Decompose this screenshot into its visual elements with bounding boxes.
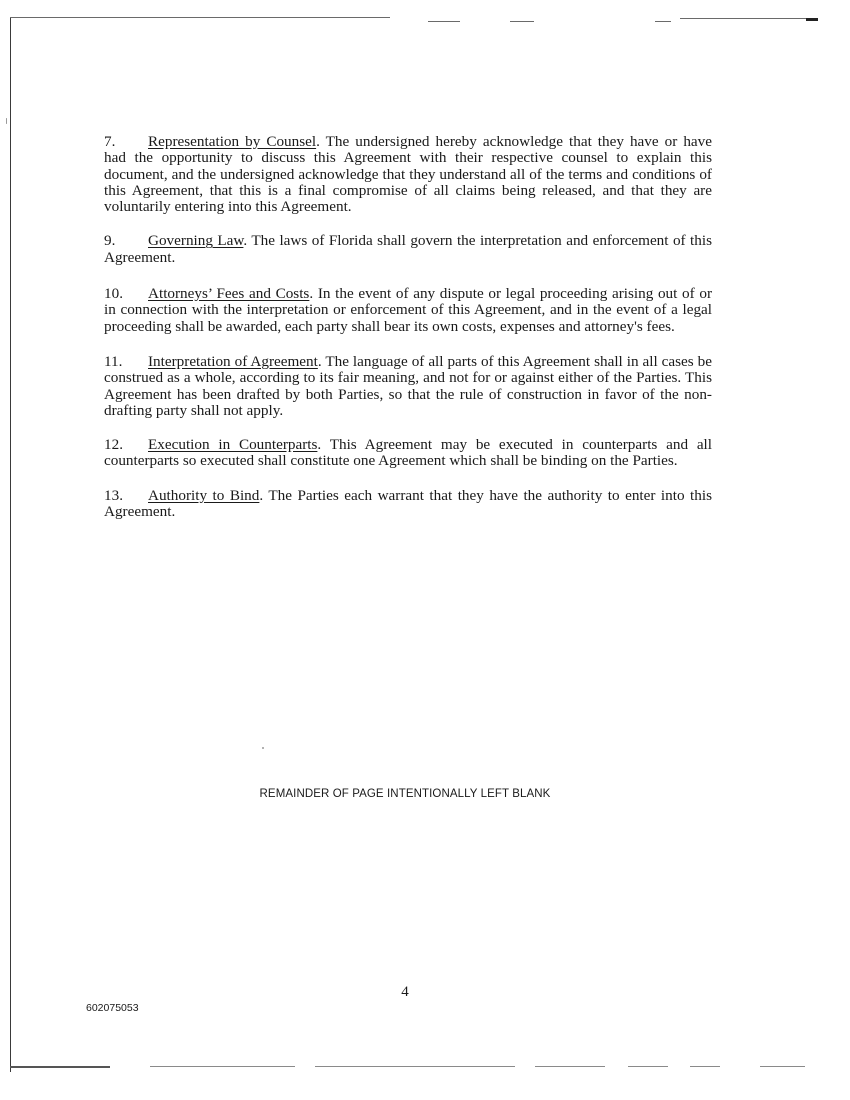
- scan-speck: [262, 747, 264, 749]
- paragraph-authority-to-bind: [104, 488, 712, 521]
- paragraph-attorneys-fees: [104, 286, 712, 335]
- scan-edge-bottom: [690, 1066, 720, 1067]
- paragraph-interpretation: [104, 354, 712, 419]
- paragraph-representation-by-counsel: [104, 134, 712, 215]
- scan-mark: [806, 18, 818, 21]
- scan-edge-bottom: [315, 1066, 515, 1067]
- paragraph-heading: Execution in Counterparts: [148, 436, 318, 454]
- scan-dash: [510, 21, 534, 22]
- paragraph-number: 10.: [104, 285, 123, 303]
- paragraph-text: . This Agreement may be executed in counterparts and all counterparts so executed shall constitute one Agreement which shall be binding on the Parties.: [104, 436, 712, 470]
- scan-edge-bottom: [10, 1066, 110, 1068]
- paragraph-heading: Governing Law: [148, 232, 244, 250]
- scan-edge-bottom: [760, 1066, 805, 1067]
- scan-edge-bottom: [628, 1066, 668, 1067]
- paragraph-text: . The language of all parts of this Agreement shall in all cases be construed as a whole, according to its fair meaning, and not for or against either of the Parties. This Agreement has been drafted by both Parties, so that the rule of construction in favor of the non-drafting party shall not apply.: [104, 352, 712, 419]
- scan-dash: [655, 21, 671, 22]
- paragraph-heading: Representation by Counsel: [148, 133, 317, 150]
- scan-speck: [6, 118, 7, 124]
- scan-edge-bottom: [150, 1066, 295, 1067]
- remainder-blank-notice: REMAINDER OF PAGE INTENTIONALLY LEFT BLANK: [259, 788, 551, 800]
- paragraph-number: 11.: [104, 352, 123, 370]
- scan-dash: [428, 21, 460, 22]
- scan-edge-left: [10, 17, 11, 1072]
- scan-edge-top: [10, 17, 390, 18]
- paragraph-governing-law: [104, 233, 712, 266]
- paragraph-text: . The Parties each warrant that they have the authority to enter into this Agreement.: [104, 486, 712, 521]
- paragraph-number: 7.: [104, 133, 116, 150]
- paragraph-text: . In the event of any dispute or legal proceeding arising out of or in connection with the interpretation or enforcement of this Agreement, and in the event of a legal proceeding shall be awarded, each party shall bear its own costs, expenses and attorney's fees.: [104, 285, 713, 335]
- scan-edge-top-right: [680, 18, 810, 19]
- page-number: 4: [401, 984, 409, 1000]
- paragraph-number: 9.: [104, 232, 116, 250]
- paragraph-heading: Authority to Bind: [148, 486, 260, 504]
- paragraph-text: . The laws of Florida shall govern the interpretation and enforcement of this Agreement.: [104, 232, 712, 266]
- paragraph-text: . The undersigned hereby acknowledge that they have or have had the opportunity to discuss this Agreement with their respective counsel to explain this document, and the undersigned acknowledge that they understand all of the terms and conditions of this Agreement, that this is a final compromise of all claims being released, and that they are voluntarily entering into this Agreement.: [104, 133, 712, 216]
- paragraph-number: 12.: [104, 436, 123, 454]
- scan-edge-bottom: [535, 1066, 605, 1067]
- paragraph-number: 13.: [104, 486, 123, 504]
- document-id: 602075053: [86, 1002, 139, 1014]
- paragraph-heading: Attorneys’ Fees and Costs: [148, 285, 310, 303]
- paragraph-counterparts: [104, 437, 712, 470]
- agreement-body: [104, 134, 712, 538]
- paragraph-heading: Interpretation of Agreement: [148, 352, 318, 370]
